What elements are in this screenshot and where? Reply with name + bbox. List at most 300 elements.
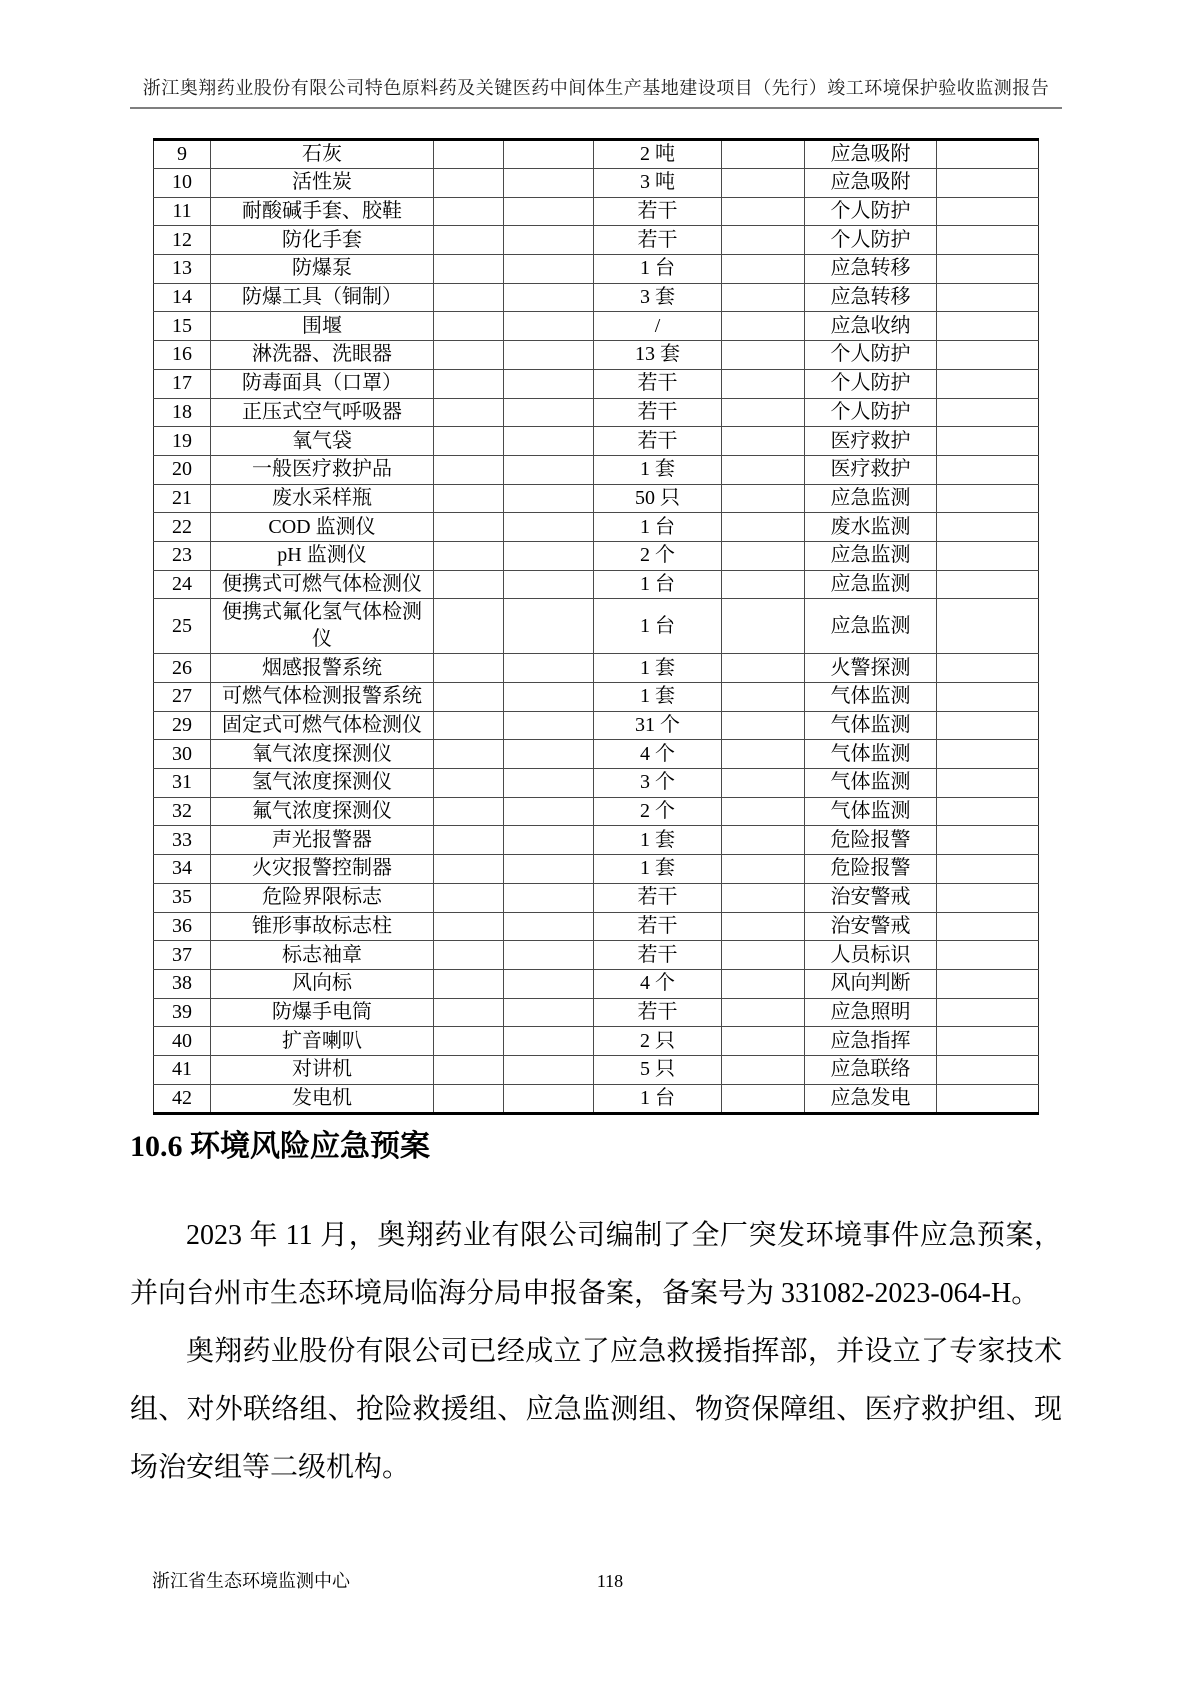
cell-item-name: 发电机 bbox=[211, 1084, 434, 1113]
cell-empty bbox=[504, 711, 594, 740]
cell-empty bbox=[504, 312, 594, 341]
cell-empty bbox=[434, 1027, 504, 1056]
cell-item-name: pH 监测仪 bbox=[211, 541, 434, 570]
cell-empty bbox=[504, 797, 594, 826]
cell-quantity: 1 套 bbox=[594, 855, 722, 884]
cell-empty bbox=[937, 1055, 1039, 1084]
cell-quantity: 若干 bbox=[594, 912, 722, 941]
cell-empty bbox=[937, 941, 1039, 970]
cell-purpose: 应急监测 bbox=[805, 570, 937, 599]
cell-purpose: 个人防护 bbox=[805, 398, 937, 427]
cell-item-name: 防化手套 bbox=[211, 226, 434, 255]
cell-number: 24 bbox=[154, 570, 211, 599]
cell-quantity: 3 个 bbox=[594, 769, 722, 798]
cell-item-name: 可燃气体检测报警系统 bbox=[211, 683, 434, 712]
cell-quantity: 若干 bbox=[594, 369, 722, 398]
cell-empty bbox=[722, 654, 805, 683]
cell-quantity: 3 套 bbox=[594, 283, 722, 312]
cell-quantity: 50 只 bbox=[594, 484, 722, 513]
cell-number: 40 bbox=[154, 1027, 211, 1056]
cell-empty bbox=[722, 740, 805, 769]
cell-empty bbox=[722, 341, 805, 370]
table-row bbox=[154, 255, 1039, 284]
cell-item-name: 扩音喇叭 bbox=[211, 1027, 434, 1056]
cell-number: 17 bbox=[154, 369, 211, 398]
table-row bbox=[154, 797, 1039, 826]
cell-empty bbox=[722, 883, 805, 912]
cell-empty bbox=[722, 369, 805, 398]
cell-number: 20 bbox=[154, 455, 211, 484]
cell-empty bbox=[434, 255, 504, 284]
cell-empty bbox=[722, 797, 805, 826]
cell-purpose: 应急吸附 bbox=[805, 169, 937, 198]
cell-quantity: 若干 bbox=[594, 941, 722, 970]
table-row bbox=[154, 427, 1039, 456]
section-body bbox=[130, 1207, 1062, 1497]
cell-item-name: 氢气浓度探测仪 bbox=[211, 769, 434, 798]
cell-quantity: 4 个 bbox=[594, 969, 722, 998]
cell-empty bbox=[434, 998, 504, 1027]
cell-quantity: 5 只 bbox=[594, 1055, 722, 1084]
cell-empty bbox=[937, 455, 1039, 484]
table-row bbox=[154, 883, 1039, 912]
cell-purpose: 气体监测 bbox=[805, 711, 937, 740]
cell-item-name: COD 监测仪 bbox=[211, 513, 434, 542]
cell-number: 25 bbox=[154, 599, 211, 654]
cell-empty bbox=[504, 769, 594, 798]
cell-item-name: 淋洗器、洗眼器 bbox=[211, 341, 434, 370]
cell-quantity: 1 台 bbox=[594, 513, 722, 542]
cell-number: 30 bbox=[154, 740, 211, 769]
cell-number: 33 bbox=[154, 826, 211, 855]
cell-empty bbox=[504, 1027, 594, 1056]
cell-empty bbox=[937, 398, 1039, 427]
cell-purpose: 应急监测 bbox=[805, 541, 937, 570]
table-row bbox=[154, 740, 1039, 769]
cell-empty bbox=[504, 570, 594, 599]
table-row bbox=[154, 969, 1039, 998]
cell-item-name: 防毒面具（口罩） bbox=[211, 369, 434, 398]
cell-empty bbox=[434, 541, 504, 570]
cell-number: 9 bbox=[154, 140, 211, 169]
cell-item-name: 氧气浓度探测仪 bbox=[211, 740, 434, 769]
cell-quantity: 若干 bbox=[594, 998, 722, 1027]
cell-empty bbox=[434, 1055, 504, 1084]
cell-empty bbox=[504, 169, 594, 198]
cell-empty bbox=[434, 484, 504, 513]
cell-item-name: 锥形事故标志柱 bbox=[211, 912, 434, 941]
cell-empty bbox=[722, 711, 805, 740]
table-row bbox=[154, 1027, 1039, 1056]
cell-empty bbox=[504, 341, 594, 370]
cell-quantity: 若干 bbox=[594, 427, 722, 456]
cell-quantity: 1 台 bbox=[594, 255, 722, 284]
table-row bbox=[154, 683, 1039, 712]
cell-purpose: 废水监测 bbox=[805, 513, 937, 542]
cell-purpose: 应急收纳 bbox=[805, 312, 937, 341]
cell-empty bbox=[937, 769, 1039, 798]
cell-empty bbox=[937, 998, 1039, 1027]
cell-item-name: 围堰 bbox=[211, 312, 434, 341]
table-row bbox=[154, 1084, 1039, 1113]
cell-empty bbox=[722, 513, 805, 542]
cell-empty bbox=[504, 654, 594, 683]
cell-empty bbox=[504, 398, 594, 427]
cell-number: 38 bbox=[154, 969, 211, 998]
cell-empty bbox=[937, 711, 1039, 740]
cell-empty bbox=[722, 197, 805, 226]
cell-purpose: 人员标识 bbox=[805, 941, 937, 970]
table-row bbox=[154, 312, 1039, 341]
cell-empty bbox=[937, 283, 1039, 312]
cell-item-name: 防爆手电筒 bbox=[211, 998, 434, 1027]
paragraph: 奥翔药业股份有限公司已经成立了应急救援指挥部，并设立了专家技术组、对外联络组、抢险救援组、应急监测组、物资保障组、医疗救护组、现场治安组等二级机构。 bbox=[130, 1335, 1062, 1483]
cell-item-name: 危险界限标志 bbox=[211, 883, 434, 912]
cell-purpose: 治安警戒 bbox=[805, 912, 937, 941]
page-number: 118 bbox=[596, 1571, 624, 1591]
cell-empty bbox=[504, 484, 594, 513]
cell-purpose: 应急转移 bbox=[805, 283, 937, 312]
cell-empty bbox=[504, 455, 594, 484]
cell-empty bbox=[434, 711, 504, 740]
cell-number: 27 bbox=[154, 683, 211, 712]
cell-quantity: 3 吨 bbox=[594, 169, 722, 198]
cell-empty bbox=[434, 369, 504, 398]
cell-empty bbox=[434, 683, 504, 712]
cell-quantity: 若干 bbox=[594, 883, 722, 912]
cell-number: 21 bbox=[154, 484, 211, 513]
cell-empty bbox=[722, 169, 805, 198]
cell-number: 29 bbox=[154, 711, 211, 740]
table-row bbox=[154, 826, 1039, 855]
cell-purpose: 气体监测 bbox=[805, 769, 937, 798]
cell-quantity: 1 台 bbox=[594, 599, 722, 654]
cell-empty bbox=[434, 140, 504, 169]
cell-number: 11 bbox=[154, 197, 211, 226]
cell-empty bbox=[504, 998, 594, 1027]
cell-empty bbox=[434, 769, 504, 798]
cell-purpose: 治安警戒 bbox=[805, 883, 937, 912]
table-row bbox=[154, 341, 1039, 370]
table-row bbox=[154, 941, 1039, 970]
cell-purpose: 应急联络 bbox=[805, 1055, 937, 1084]
cell-item-name: 火灾报警控制器 bbox=[211, 855, 434, 884]
cell-empty bbox=[937, 826, 1039, 855]
cell-purpose: 气体监测 bbox=[805, 683, 937, 712]
page-footer bbox=[130, 1568, 1090, 1594]
cell-empty bbox=[504, 197, 594, 226]
cell-item-name: 耐酸碱手套、胶鞋 bbox=[211, 197, 434, 226]
cell-empty bbox=[937, 570, 1039, 599]
cell-empty bbox=[937, 541, 1039, 570]
cell-empty bbox=[937, 883, 1039, 912]
cell-empty bbox=[937, 513, 1039, 542]
table-row bbox=[154, 140, 1039, 169]
cell-quantity: 4 个 bbox=[594, 740, 722, 769]
cell-empty bbox=[434, 855, 504, 884]
cell-empty bbox=[722, 912, 805, 941]
cell-number: 14 bbox=[154, 283, 211, 312]
cell-item-name: 风向标 bbox=[211, 969, 434, 998]
table-row bbox=[154, 398, 1039, 427]
cell-purpose: 个人防护 bbox=[805, 197, 937, 226]
table-row bbox=[154, 855, 1039, 884]
cell-number: 42 bbox=[154, 1084, 211, 1113]
cell-empty bbox=[504, 883, 594, 912]
table-row bbox=[154, 711, 1039, 740]
cell-empty bbox=[434, 398, 504, 427]
cell-empty bbox=[722, 484, 805, 513]
cell-quantity: 1 套 bbox=[594, 826, 722, 855]
cell-item-name: 固定式可燃气体检测仪 bbox=[211, 711, 434, 740]
page-header-title: 浙江奥翔药业股份有限公司特色原料药及关键医药中间体生产基地建设项目（先行）竣工环境保护验收监测报告 bbox=[130, 0, 1062, 109]
table-row bbox=[154, 1055, 1039, 1084]
cell-purpose: 个人防护 bbox=[805, 369, 937, 398]
cell-empty bbox=[504, 427, 594, 456]
cell-empty bbox=[434, 654, 504, 683]
cell-empty bbox=[504, 941, 594, 970]
cell-empty bbox=[722, 570, 805, 599]
cell-purpose: 应急监测 bbox=[805, 599, 937, 654]
table-row bbox=[154, 769, 1039, 798]
cell-empty bbox=[504, 683, 594, 712]
cell-empty bbox=[434, 427, 504, 456]
cell-empty bbox=[434, 513, 504, 542]
cell-item-name: 石灰 bbox=[211, 140, 434, 169]
emergency-equipment-table bbox=[153, 138, 1039, 1115]
cell-item-name: 活性炭 bbox=[211, 169, 434, 198]
cell-empty bbox=[722, 826, 805, 855]
equipment-table-body bbox=[154, 140, 1039, 1114]
page-content bbox=[130, 0, 1062, 1497]
cell-empty bbox=[434, 883, 504, 912]
cell-purpose: 医疗救护 bbox=[805, 427, 937, 456]
cell-empty bbox=[434, 599, 504, 654]
cell-empty bbox=[504, 226, 594, 255]
cell-number: 23 bbox=[154, 541, 211, 570]
cell-empty bbox=[434, 826, 504, 855]
cell-empty bbox=[504, 1055, 594, 1084]
cell-empty bbox=[722, 941, 805, 970]
cell-quantity: 2 个 bbox=[594, 541, 722, 570]
cell-empty bbox=[937, 969, 1039, 998]
cell-empty bbox=[937, 797, 1039, 826]
cell-purpose: 气体监测 bbox=[805, 740, 937, 769]
cell-item-name: 便携式可燃气体检测仪 bbox=[211, 570, 434, 599]
table-row bbox=[154, 570, 1039, 599]
cell-empty bbox=[434, 226, 504, 255]
cell-quantity: 2 只 bbox=[594, 1027, 722, 1056]
cell-purpose: 风向判断 bbox=[805, 969, 937, 998]
cell-number: 35 bbox=[154, 883, 211, 912]
cell-empty bbox=[722, 1027, 805, 1056]
cell-purpose: 应急监测 bbox=[805, 484, 937, 513]
cell-item-name: 防爆泵 bbox=[211, 255, 434, 284]
cell-purpose: 应急发电 bbox=[805, 1084, 937, 1113]
table-row bbox=[154, 998, 1039, 1027]
cell-empty bbox=[722, 855, 805, 884]
cell-empty bbox=[722, 427, 805, 456]
table-row bbox=[154, 197, 1039, 226]
cell-empty bbox=[504, 369, 594, 398]
cell-empty bbox=[937, 341, 1039, 370]
cell-number: 41 bbox=[154, 1055, 211, 1084]
cell-empty bbox=[722, 140, 805, 169]
cell-empty bbox=[434, 969, 504, 998]
cell-empty bbox=[434, 283, 504, 312]
cell-empty bbox=[722, 1055, 805, 1084]
cell-empty bbox=[434, 197, 504, 226]
footer-organization: 浙江省生态环境监测中心 bbox=[152, 1571, 350, 1591]
table-row bbox=[154, 599, 1039, 654]
cell-quantity: 1 套 bbox=[594, 455, 722, 484]
table-row bbox=[154, 226, 1039, 255]
cell-empty bbox=[937, 169, 1039, 198]
table-row bbox=[154, 455, 1039, 484]
table-row bbox=[154, 654, 1039, 683]
cell-empty bbox=[722, 969, 805, 998]
cell-empty bbox=[504, 740, 594, 769]
cell-number: 12 bbox=[154, 226, 211, 255]
table-row bbox=[154, 541, 1039, 570]
cell-purpose: 应急照明 bbox=[805, 998, 937, 1027]
table-row bbox=[154, 484, 1039, 513]
cell-quantity: 2 吨 bbox=[594, 140, 722, 169]
cell-empty bbox=[937, 226, 1039, 255]
cell-empty bbox=[434, 797, 504, 826]
cell-empty bbox=[504, 826, 594, 855]
cell-item-name: 对讲机 bbox=[211, 1055, 434, 1084]
cell-number: 34 bbox=[154, 855, 211, 884]
cell-empty bbox=[434, 1084, 504, 1113]
cell-item-name: 氧气袋 bbox=[211, 427, 434, 456]
cell-purpose: 危险报警 bbox=[805, 826, 937, 855]
cell-empty bbox=[434, 740, 504, 769]
cell-purpose: 气体监测 bbox=[805, 797, 937, 826]
cell-number: 36 bbox=[154, 912, 211, 941]
cell-empty bbox=[937, 855, 1039, 884]
cell-number: 39 bbox=[154, 998, 211, 1027]
cell-empty bbox=[722, 998, 805, 1027]
cell-empty bbox=[937, 1084, 1039, 1113]
cell-empty bbox=[504, 855, 594, 884]
cell-purpose: 个人防护 bbox=[805, 341, 937, 370]
cell-item-name: 烟感报警系统 bbox=[211, 654, 434, 683]
cell-quantity: 若干 bbox=[594, 197, 722, 226]
cell-empty bbox=[722, 769, 805, 798]
cell-empty bbox=[722, 283, 805, 312]
cell-quantity: 1 套 bbox=[594, 683, 722, 712]
table-row bbox=[154, 283, 1039, 312]
cell-purpose: 应急吸附 bbox=[805, 140, 937, 169]
cell-empty bbox=[504, 255, 594, 284]
cell-quantity: / bbox=[594, 312, 722, 341]
cell-empty bbox=[937, 427, 1039, 456]
cell-empty bbox=[937, 1027, 1039, 1056]
cell-empty bbox=[722, 683, 805, 712]
cell-empty bbox=[504, 969, 594, 998]
cell-quantity: 1 台 bbox=[594, 1084, 722, 1113]
cell-number: 37 bbox=[154, 941, 211, 970]
cell-empty bbox=[722, 1084, 805, 1113]
cell-empty bbox=[504, 599, 594, 654]
cell-quantity: 2 个 bbox=[594, 797, 722, 826]
cell-purpose: 医疗救护 bbox=[805, 455, 937, 484]
cell-empty bbox=[937, 484, 1039, 513]
cell-empty bbox=[722, 255, 805, 284]
table-row bbox=[154, 513, 1039, 542]
cell-empty bbox=[434, 570, 504, 599]
table-row bbox=[154, 912, 1039, 941]
cell-empty bbox=[504, 283, 594, 312]
cell-empty bbox=[937, 312, 1039, 341]
cell-item-name: 一般医疗救护品 bbox=[211, 455, 434, 484]
cell-empty bbox=[937, 369, 1039, 398]
cell-quantity: 1 台 bbox=[594, 570, 722, 599]
cell-purpose: 火警探测 bbox=[805, 654, 937, 683]
cell-empty bbox=[937, 197, 1039, 226]
cell-number: 22 bbox=[154, 513, 211, 542]
cell-number: 10 bbox=[154, 169, 211, 198]
cell-empty bbox=[434, 455, 504, 484]
cell-number: 18 bbox=[154, 398, 211, 427]
cell-item-name: 正压式空气呼吸器 bbox=[211, 398, 434, 427]
cell-empty bbox=[937, 740, 1039, 769]
cell-empty bbox=[434, 312, 504, 341]
cell-empty bbox=[504, 912, 594, 941]
cell-item-name: 标志袖章 bbox=[211, 941, 434, 970]
cell-empty bbox=[722, 541, 805, 570]
cell-empty bbox=[937, 654, 1039, 683]
cell-empty bbox=[434, 341, 504, 370]
cell-item-name: 防爆工具（铜制） bbox=[211, 283, 434, 312]
cell-item-name: 氟气浓度探测仪 bbox=[211, 797, 434, 826]
cell-empty bbox=[434, 941, 504, 970]
cell-number: 26 bbox=[154, 654, 211, 683]
cell-quantity: 若干 bbox=[594, 398, 722, 427]
cell-empty bbox=[434, 912, 504, 941]
cell-quantity: 若干 bbox=[594, 226, 722, 255]
cell-number: 16 bbox=[154, 341, 211, 370]
cell-number: 31 bbox=[154, 769, 211, 798]
cell-number: 15 bbox=[154, 312, 211, 341]
cell-number: 19 bbox=[154, 427, 211, 456]
cell-purpose: 危险报警 bbox=[805, 855, 937, 884]
cell-empty bbox=[722, 455, 805, 484]
cell-empty bbox=[504, 1084, 594, 1113]
cell-empty bbox=[937, 255, 1039, 284]
paragraph: 2023 年 11 月，奥翔药业有限公司编制了全厂突发环境事件应急预案，并向台州市生态环境局临海分局申报备案，备案号为 331082-2023-064-H。 bbox=[130, 1219, 1062, 1309]
cell-empty bbox=[722, 599, 805, 654]
cell-quantity: 1 套 bbox=[594, 654, 722, 683]
cell-empty bbox=[722, 398, 805, 427]
section-heading: 10.6 环境风险应急预案 bbox=[130, 1129, 430, 1163]
cell-quantity: 31 个 bbox=[594, 711, 722, 740]
cell-purpose: 应急转移 bbox=[805, 255, 937, 284]
cell-quantity: 13 套 bbox=[594, 341, 722, 370]
cell-empty bbox=[937, 140, 1039, 169]
cell-empty bbox=[504, 140, 594, 169]
cell-empty bbox=[504, 513, 594, 542]
table-row bbox=[154, 369, 1039, 398]
cell-number: 13 bbox=[154, 255, 211, 284]
cell-empty bbox=[504, 541, 594, 570]
cell-empty bbox=[722, 226, 805, 255]
cell-number: 32 bbox=[154, 797, 211, 826]
cell-item-name: 声光报警器 bbox=[211, 826, 434, 855]
table-row bbox=[154, 169, 1039, 198]
cell-empty bbox=[937, 683, 1039, 712]
